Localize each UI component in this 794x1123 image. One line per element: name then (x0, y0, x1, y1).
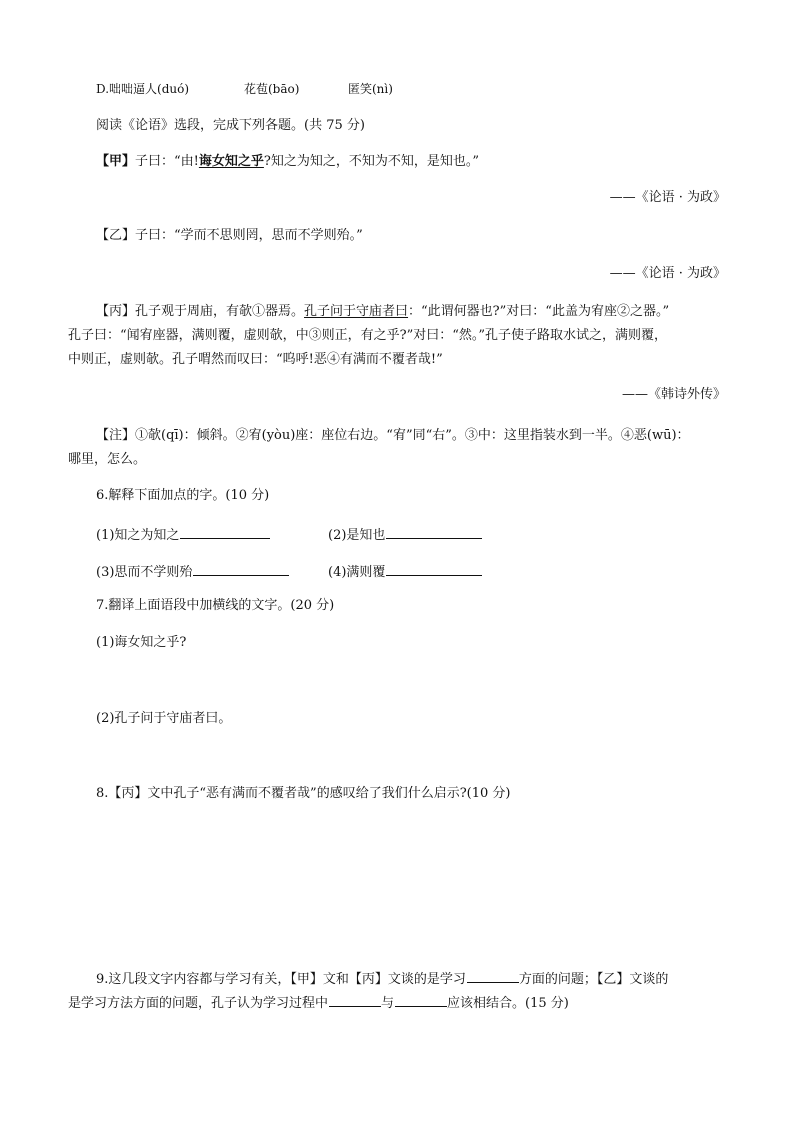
question-9-part1: 9.这几段文字内容都与学习有关，【甲】文和【丙】文谈的是学习 (96, 972, 466, 987)
answer-blank[interactable] (386, 524, 482, 539)
passage-bing-underlined: 孔子问于守庙者曰 (304, 304, 409, 319)
passage-bing-source: ——《韩诗外传》 (621, 387, 726, 402)
question-9-part2: 方面的问题；【乙】文谈的 (518, 972, 669, 987)
question-7-item-2: (2)孔子问于守庙者曰。 (96, 711, 232, 726)
question-9-part3: 是学习方法方面的问题，孔子认为学习过程中 (68, 996, 329, 1011)
passage-jia-source: ——《论语 · 为政》 (609, 190, 726, 205)
answer-blank[interactable] (329, 992, 381, 1007)
question-6-item-2-text: (2)是知也 (328, 528, 386, 543)
question-6-item-3 (96, 561, 289, 582)
question-6-item-1-text: (1)知之为知之 (96, 528, 180, 543)
question-8-title: 8.【丙】文中孔子“恶有满而不覆者哉”的感叹给了我们什么启示?(10 分) (96, 786, 511, 801)
question-9 (68, 968, 728, 1016)
passage-jia-underlined: 诲女知之乎 (198, 154, 264, 169)
passage-bing-line1-a: 【丙】孔子观于周庙，有欹①器焉。 (96, 304, 305, 319)
answer-blank[interactable] (386, 561, 482, 576)
passage-jia-suffix: ?知之为知之，不知为不知，是知也。” (263, 154, 480, 169)
passage-jia (96, 153, 479, 171)
question-7-title: 7.翻译上面语段中加横线的文字。(20 分) (96, 598, 335, 613)
question-6-title: 6.解释下面加点的字。(10 分) (96, 488, 270, 503)
question-6-item-4 (328, 561, 482, 582)
passage-yi-source: ——《论语 · 为政》 (609, 266, 726, 281)
passage-bing-line2: 孔子曰：“闻宥座器，满则覆，虚则欹，中③则正，有之乎?”对曰：“然。”孔子使子路取水试之，满则覆， (68, 328, 668, 343)
option-d-item-2: 花苞(bāo) (244, 82, 300, 96)
section-intro: 阅读《论语》选段，完成下列各题。(共 75 分) (96, 118, 365, 133)
question-6-item-4-text: (4)满则覆 (328, 565, 386, 580)
question-9-part4: 与 (381, 996, 395, 1011)
question-6-item-3-text: (3)思而不学则殆 (96, 565, 193, 580)
passage-bing-line1-b: ：“此谓何器也?”对曰：“此盖为宥座②之器。” (408, 304, 670, 319)
question-7-item-1: (1)诲女知之乎? (96, 635, 187, 650)
notes-line1: 【注】①欹(qī)：倾斜。②宥(yòu)座：座位右边。“宥”同“右”。③中：这里指装水到一半。④恶(wū)： (96, 428, 690, 443)
question-9-part5: 应该相结合。(15 分) (447, 996, 569, 1011)
passage-yi: 【乙】子曰：“学而不思则罔，思而不学则殆。” (96, 228, 363, 243)
answer-blank[interactable] (180, 524, 270, 539)
answer-blank[interactable] (467, 968, 519, 983)
option-d-label: D.咄咄逼人(duó) (96, 82, 190, 96)
passage-jia-prefix: 子曰：“由! (135, 154, 199, 169)
answer-blank[interactable] (395, 992, 447, 1007)
passage-bing-line3: 中则正，虚则欹。孔子喟然而叹曰：“呜呼!恶④有满而不覆者哉!” (68, 352, 443, 367)
passage-jia-tag: 【甲】 (96, 154, 136, 169)
question-6-item-2 (328, 524, 482, 545)
notes (68, 424, 728, 472)
option-d-item-3: 匿笑(nì) (348, 82, 393, 96)
answer-blank[interactable] (193, 561, 289, 576)
passage-bing (68, 300, 728, 372)
notes-line2: 哪里，怎么。 (68, 452, 147, 467)
question-6-item-1 (96, 524, 270, 545)
